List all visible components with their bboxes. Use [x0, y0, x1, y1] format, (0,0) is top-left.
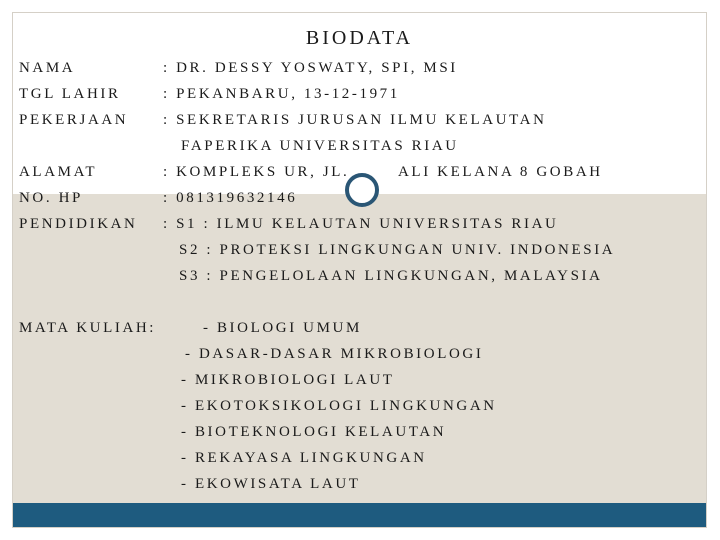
- value-pendidikan-s3: S3 : PENGELOLAAN LINGKUNGAN, MALAYSIA: [179, 268, 603, 284]
- course-item: - EKOWISATA LAUT: [181, 476, 361, 492]
- label-no-hp: NO. HP: [19, 190, 83, 206]
- footer-bar: [13, 503, 706, 527]
- slide: [12, 12, 707, 528]
- label-alamat: ALAMAT: [19, 164, 98, 180]
- label-pendidikan: PENDIDIKAN: [19, 216, 138, 232]
- value-pekerjaan-1: : SEKRETARIS JURUSAN ILMU KELAUTAN: [163, 112, 547, 128]
- value-tgl-lahir: : PEKANBARU, 13-12-1971: [163, 86, 400, 102]
- course-item: - MIKROBIOLOGI LAUT: [181, 372, 395, 388]
- label-nama: NAMA: [19, 60, 76, 76]
- value-no-hp: : 081319632146: [163, 190, 298, 206]
- value-pekerjaan-2: FAPERIKA UNIVERSITAS RIAU: [181, 138, 459, 154]
- course-item: - DASAR-DASAR MIKROBIOLOGI: [185, 346, 484, 362]
- slide-title: BIODATA: [305, 27, 414, 49]
- value-alamat-2: ALI KELANA 8 GOBAH: [398, 164, 603, 180]
- course-item: - REKAYASA LINGKUNGAN: [181, 450, 427, 466]
- label-mata-kuliah: MATA KULIAH:: [19, 320, 157, 336]
- value-alamat-1: : KOMPLEKS UR, JL.: [163, 164, 350, 180]
- course-item: - BIOTEKNOLOGI KELAUTAN: [181, 424, 447, 440]
- course-item: - EKOTOKSIKOLOGI LINGKUNGAN: [181, 398, 497, 414]
- course-item: - BIOLOGI UMUM: [203, 320, 362, 336]
- label-pekerjaan: PEKERJAAN: [19, 112, 129, 128]
- value-pendidikan-s1: : S1 : ILMU KELAUTAN UNIVERSITAS RIAU: [163, 216, 559, 232]
- value-pendidikan-s2: S2 : PROTEKSI LINGKUNGAN UNIV. INDONESIA: [179, 242, 616, 258]
- value-nama: : DR. DESSY YOSWATY, SPI, MSI: [163, 60, 458, 76]
- label-tgl-lahir: TGL LAHIR: [19, 86, 121, 102]
- divider-circle: [345, 173, 379, 207]
